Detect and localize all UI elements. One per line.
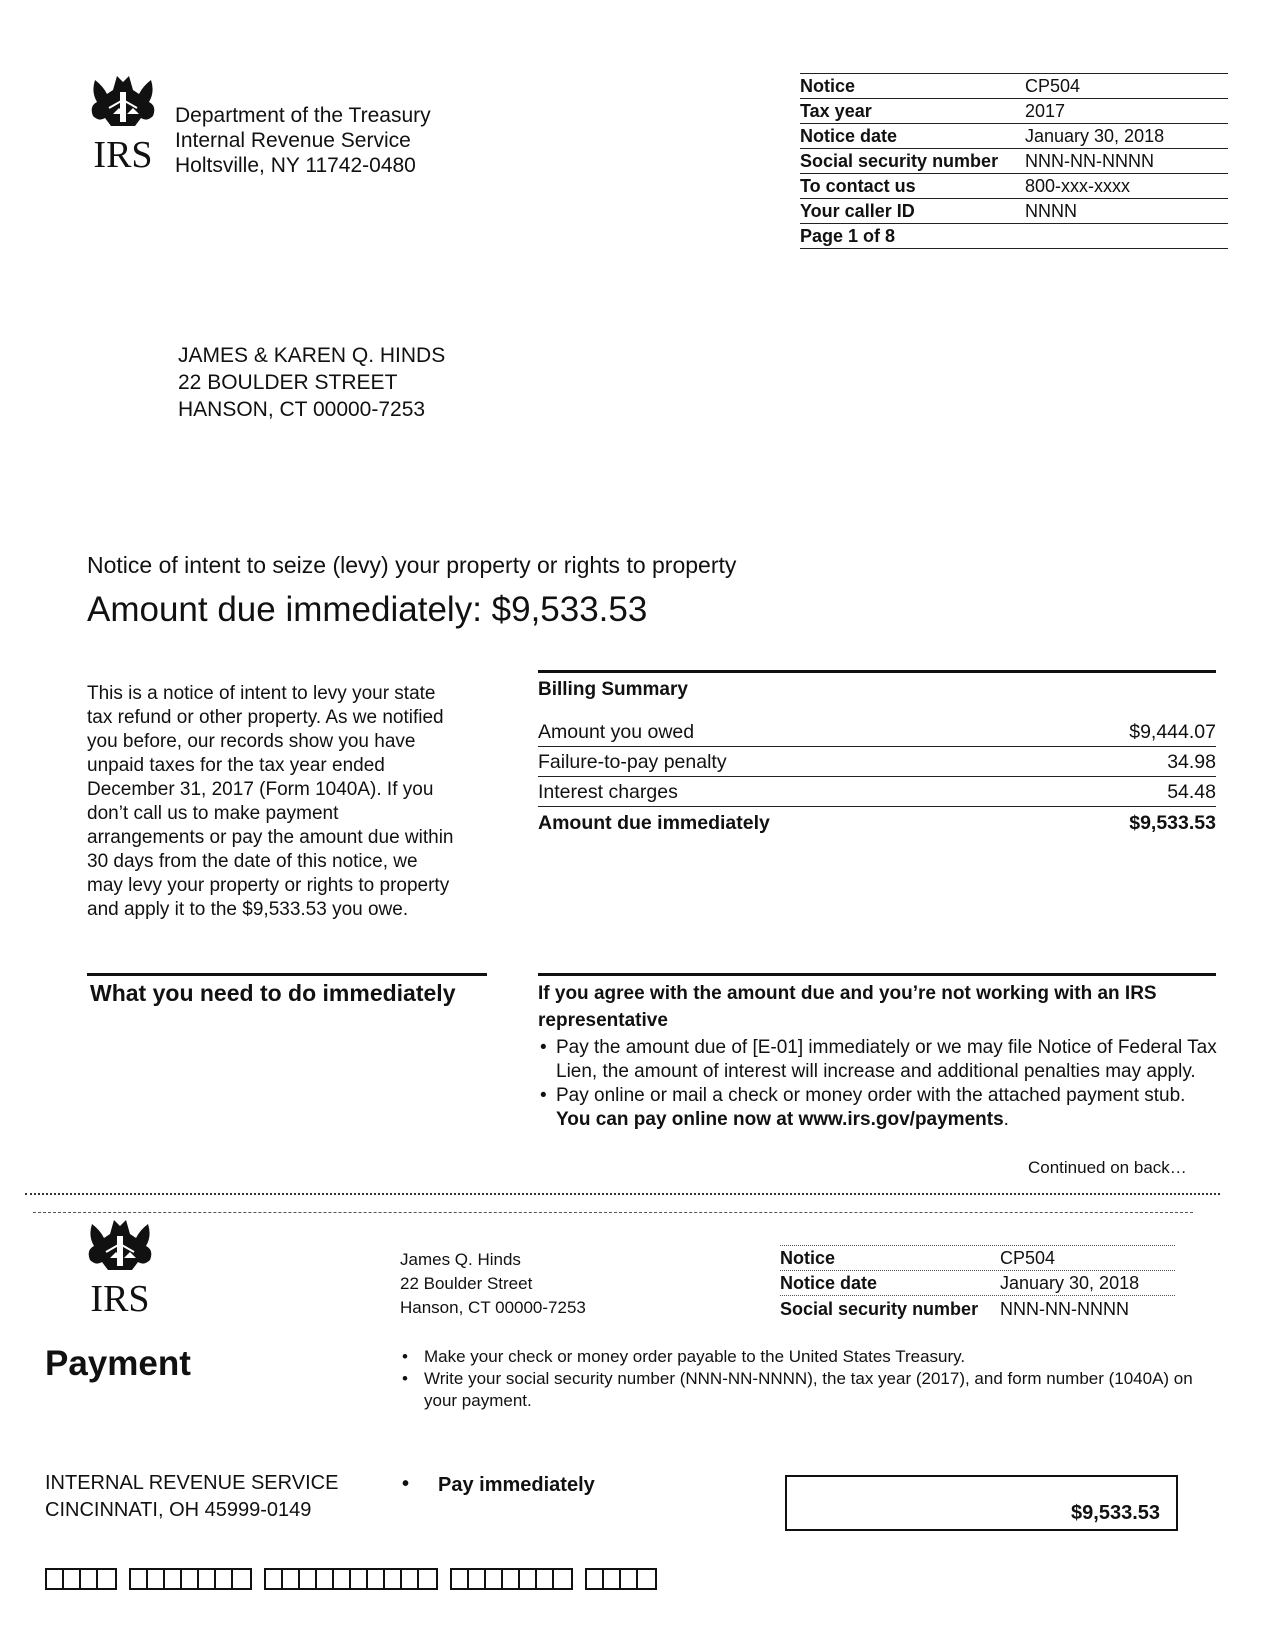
billing-summary-heading: Billing Summary: [538, 679, 688, 700]
scanline-cell: [419, 1570, 436, 1588]
scanline-cell: [47, 1570, 64, 1588]
scanline-cell: [233, 1570, 250, 1588]
bullet-icon: •: [402, 1473, 410, 1495]
svg-text:IRS: IRS: [93, 134, 153, 172]
scanline-cell: [165, 1570, 182, 1588]
notice-info-row: [780, 1296, 1175, 1321]
agency-line: Internal Revenue Service: [175, 129, 411, 152]
scanline-cell: [64, 1570, 81, 1588]
scanline-group: [129, 1568, 252, 1590]
list-item-text: Pay online or mail a check or money order with the attached payment stub.: [556, 1085, 1186, 1106]
billing-summary: [538, 670, 1216, 837]
eagle-icon: [80, 1216, 160, 1316]
info-value: CP504: [1025, 76, 1081, 96]
payment-url-text: You can pay online now at www.irs.gov/payments: [556, 1109, 1004, 1130]
section-divider: [87, 973, 487, 976]
scanline-cell: [182, 1570, 199, 1588]
notice-info-row: [780, 1246, 1175, 1271]
notice-info-row: [800, 149, 1228, 174]
pay-immediately: [402, 1474, 595, 1497]
eagle-icon: [83, 72, 163, 172]
payer-line: James Q. Hinds: [400, 1250, 521, 1269]
irs-logo-stub: [80, 1216, 160, 1316]
scanline-cell: [486, 1570, 503, 1588]
recipient-line: HANSON, CT 00000-7253: [178, 398, 426, 421]
scanline-cell: [216, 1570, 233, 1588]
scanline-cell: [283, 1570, 300, 1588]
billing-total-row: [538, 807, 1216, 837]
scanline-cell: [587, 1570, 604, 1588]
scanline-cell: [402, 1570, 419, 1588]
action-subheading: If you agree with the amount due and you’re not working with an IRS representative: [538, 983, 1157, 1031]
info-label: Social security number: [780, 1299, 979, 1319]
scanline-group: [264, 1568, 438, 1590]
info-label: Notice: [780, 1248, 836, 1268]
notice-info-row: [800, 174, 1228, 199]
info-value: NNN-NN-NNNN: [1000, 1299, 1129, 1319]
info-label: Your caller ID: [800, 201, 915, 221]
scanline-cell: [131, 1570, 148, 1588]
notice-title: Notice of intent to seize (levy) your property or rights to property: [87, 552, 737, 578]
billing-value: 34.98: [1167, 751, 1216, 773]
info-label: Social security number: [800, 151, 999, 171]
pay-label: Pay immediately: [438, 1474, 595, 1496]
notice-info-table: [800, 73, 1228, 249]
action-instructions: [538, 980, 1218, 1132]
payment-title: Payment: [45, 1344, 191, 1383]
scanline-cell: [266, 1570, 283, 1588]
scanline-cell: [503, 1570, 520, 1588]
scanline-cell: [520, 1570, 537, 1588]
scanline-cell: [621, 1570, 638, 1588]
scanline-cell: [98, 1570, 115, 1588]
info-value: January 30, 2018: [1000, 1273, 1140, 1293]
notice-info-row: [800, 199, 1228, 224]
intro-paragraph: This is a notice of intent to levy your state tax refund or other property. As we notified you before, our records show you have unpaid taxes for the tax year ended December 31, 2017 (Form 1040A). If you don’t call us to make payment arrangements or pay the amount due within 30 days from the date of this notice, we may levy your property or rights to property and apply it to the $9,533.53 you owe.: [87, 683, 454, 920]
payer-address: [400, 1248, 586, 1320]
payer-line: Hanson, CT 00000-7253: [400, 1298, 586, 1317]
tear-line: [25, 1193, 1220, 1195]
action-heading: What you need to do immediately: [90, 980, 456, 1006]
stub-notice-info: [780, 1245, 1175, 1321]
scanline-cell: [199, 1570, 216, 1588]
list-item: • Write your social security number (NNN-NN-NNNN), the tax year (2017), and form number (1040A) on your payment.: [424, 1368, 1202, 1412]
scanline-cell: [604, 1570, 621, 1588]
notice-info-row: [800, 74, 1228, 99]
list-item: • Pay the amount due of [E-01] immediately or we may file Notice of Federal Tax Lien, the amount of interest will increase and additional penalties may apply.: [556, 1036, 1218, 1084]
scanline-cell: [452, 1570, 469, 1588]
payment-instructions: [402, 1346, 1202, 1412]
scanline: [45, 1568, 657, 1590]
billing-row: [538, 747, 1216, 777]
billing-value: 54.48: [1167, 781, 1216, 803]
list-item-end: .: [1003, 1109, 1009, 1130]
billing-label: Failure-to-pay penalty: [538, 751, 727, 773]
billing-label: Amount due immediately: [538, 812, 770, 834]
billing-label: Interest charges: [538, 781, 678, 803]
billing-row: [538, 777, 1216, 807]
scanline-cell: [317, 1570, 334, 1588]
amount-box: [785, 1475, 1178, 1531]
info-label: Notice: [800, 76, 856, 96]
agency-address: [175, 103, 431, 178]
billing-value: $9,533.53: [1129, 812, 1216, 834]
scanline-cell: [351, 1570, 368, 1588]
scanline-cell: [638, 1570, 655, 1588]
notice-info-row: [800, 124, 1228, 149]
info-value: CP504: [1000, 1248, 1056, 1268]
billing-row: [538, 717, 1216, 747]
info-label: Tax year: [800, 101, 872, 121]
scanline-group: [585, 1568, 657, 1590]
agency-line: Holtsville, NY 11742-0480: [175, 154, 416, 177]
irs-address-line: INTERNAL REVENUE SERVICE: [45, 1472, 339, 1494]
recipient-line: JAMES & KAREN Q. HINDS: [178, 344, 446, 367]
list-item: • Make your check or money order payable to the United States Treasury.: [424, 1346, 1202, 1368]
amount-due-heading: Amount due immediately: $9,533.53: [87, 590, 648, 629]
scanline-cell: [334, 1570, 351, 1588]
irs-mailing-address: [45, 1470, 338, 1524]
scanline-cell: [300, 1570, 317, 1588]
info-value: 2017: [1025, 101, 1066, 121]
list-item: [556, 1084, 1218, 1132]
scanline-cell: [469, 1570, 486, 1588]
info-value: NNN-NN-NNNN: [1025, 151, 1154, 171]
info-label: Notice date: [780, 1273, 878, 1293]
scanline-cell: [554, 1570, 571, 1588]
billing-label: Amount you owed: [538, 721, 695, 743]
info-value: January 30, 2018: [1025, 126, 1165, 146]
notice-info-row: [800, 224, 1228, 249]
scanline-cell: [385, 1570, 402, 1588]
scanline-group: [45, 1568, 117, 1590]
recipient-address: [178, 342, 445, 423]
continued-note: Continued on back…: [1028, 1158, 1187, 1177]
tear-line: [33, 1212, 1193, 1213]
payer-line: 22 Boulder Street: [400, 1274, 533, 1293]
info-label: Page 1 of 8: [800, 226, 896, 246]
svg-text:IRS: IRS: [90, 1278, 150, 1316]
info-label: Notice date: [800, 126, 898, 146]
info-value: 800-xxx-xxxx: [1025, 176, 1131, 196]
scanline-group: [450, 1568, 573, 1590]
scanline-cell: [81, 1570, 98, 1588]
info-value: NNNN: [1025, 201, 1077, 221]
billing-value: $9,444.07: [1129, 721, 1216, 743]
irs-address-line: CINCINNATI, OH 45999-0149: [45, 1499, 312, 1521]
action-list: [538, 1036, 1218, 1132]
amount-value: $9,533.53: [1071, 1502, 1160, 1524]
recipient-line: 22 BOULDER STREET: [178, 371, 398, 394]
scanline-cell: [368, 1570, 385, 1588]
scanline-cell: [148, 1570, 165, 1588]
notice-info-row: [780, 1271, 1175, 1296]
scanline-cell: [537, 1570, 554, 1588]
section-divider: [538, 973, 1216, 976]
agency-line: Department of the Treasury: [175, 104, 431, 127]
info-label: To contact us: [800, 176, 916, 196]
irs-logo: [83, 72, 163, 172]
notice-info-row: [800, 99, 1228, 124]
